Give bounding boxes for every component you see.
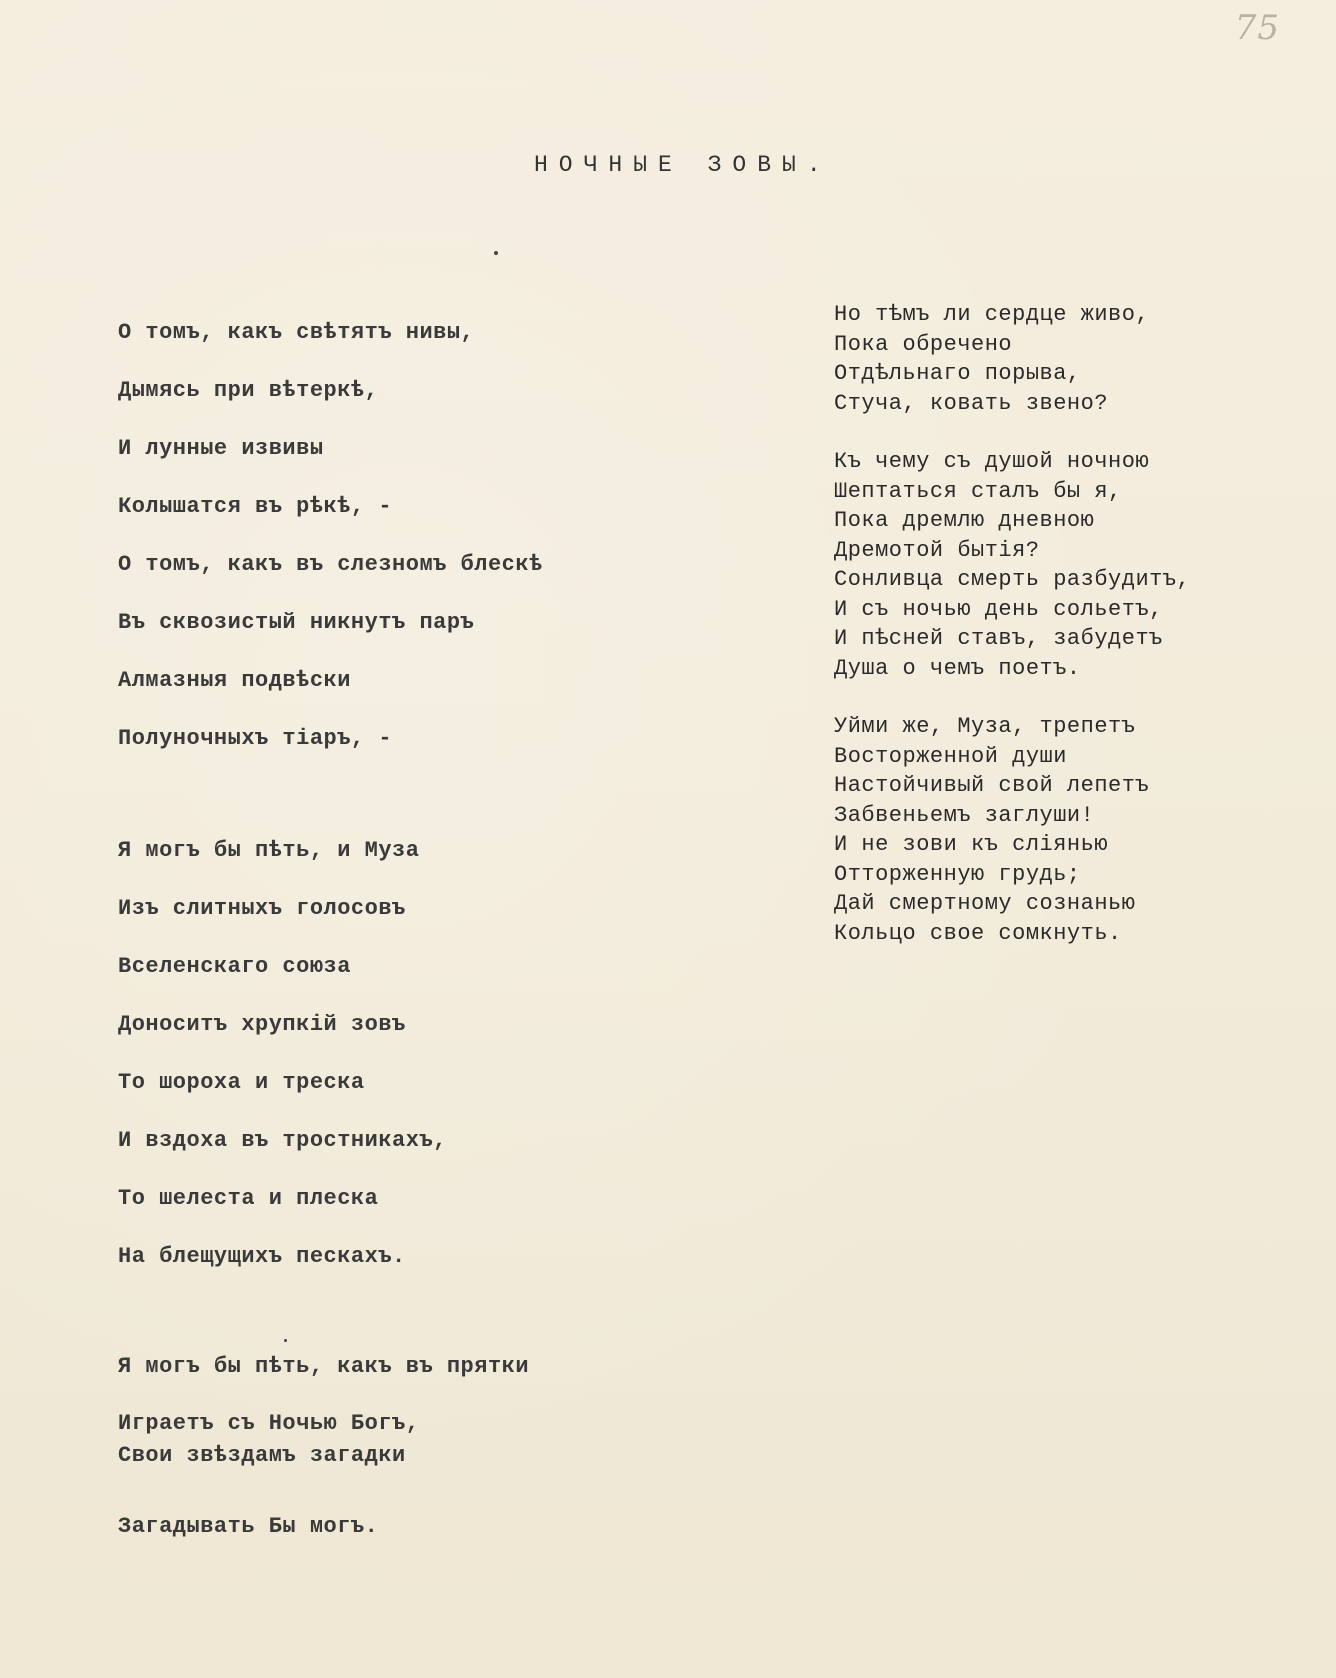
verse-line: Доноситъ хрупкій зовъ xyxy=(118,1012,406,1037)
verse-line: Пока обречено xyxy=(834,331,1013,357)
verse-line: Пока дремлю дневною xyxy=(834,508,1095,533)
verse-line: И лунные извивы xyxy=(118,436,324,461)
left-stanza-2 xyxy=(118,822,638,1286)
ink-speck xyxy=(494,251,498,255)
left-column xyxy=(118,304,638,1556)
verse-line: Въ сквозистый никнутъ паръ xyxy=(118,610,475,635)
verse-line: Дымясь при вѣтеркѣ, xyxy=(118,378,379,403)
verse-line: Алмазныя подвѣски xyxy=(118,668,351,693)
verse-line: Кольцо свое сомкнуть. xyxy=(834,920,1122,946)
verse-line: Къ чему съ душой ночною xyxy=(834,449,1150,474)
verse-line: Настойчивый свой лепетъ xyxy=(834,773,1150,798)
verse-line: Восторженной души xyxy=(834,743,1067,769)
verse-line: Я могъ бы пѣть, какъ въ прятки xyxy=(118,1354,530,1379)
right-stanza-3 xyxy=(834,712,1294,948)
verse-line: Отторженную грудь; xyxy=(834,861,1081,887)
left-stanza-1 xyxy=(118,304,638,768)
verse-line: Дремотой бытія? xyxy=(834,537,1040,563)
verse-line: Загадывать Бы могъ. xyxy=(118,1514,379,1539)
verse-line: И вздоха въ тростникахъ, xyxy=(118,1128,447,1153)
verse-line: Колышатся въ рѣкѣ, - xyxy=(118,494,393,519)
poem-title: НОЧНЫЕ ЗОВЫ. xyxy=(534,152,832,178)
verse-line: Вселенскаго союза xyxy=(118,954,351,979)
left-stanza-3 xyxy=(118,1338,638,1556)
verse-line: Шептаться сталъ бы я, xyxy=(834,478,1122,504)
verse-line: О томъ, какъ свѣтятъ нивы, xyxy=(118,320,475,345)
verse-line: Забвеньемъ заглуши! xyxy=(834,802,1095,828)
verse-line: И не зови къ слiянью xyxy=(834,832,1109,857)
verse-line: Играетъ съ Ночью Богъ, xyxy=(118,1411,420,1436)
verse-line: Я могъ бы пѣть, и Муза xyxy=(118,838,420,863)
verse-line: Изъ слитныхъ голосовъ xyxy=(118,896,406,921)
verse-line: И съ ночью день сольетъ, xyxy=(834,596,1163,622)
verse-line: И пѣсней ставъ, забудетъ xyxy=(834,626,1163,651)
verse-line: О томъ, какъ въ слезномъ блескѣ xyxy=(118,552,543,577)
verse-line: То шелеста и плеска xyxy=(118,1186,379,1211)
page-number: 75 xyxy=(1234,8,1280,48)
verse-line: Сонливца смерть разбудитъ, xyxy=(834,567,1191,592)
verse-line: Душа о чемъ поетъ. xyxy=(834,655,1081,681)
verse-line: Но тѣмъ ли сердце живо, xyxy=(834,302,1150,327)
verse-line: Полуночныхъ тіаръ, - xyxy=(118,726,393,751)
verse-line: Дай смертному сознанью xyxy=(834,891,1136,916)
verse-line: Уйми же, Муза, трепетъ xyxy=(834,714,1136,739)
verse-line: На блещущихъ пескахъ. xyxy=(118,1244,406,1269)
right-stanza-1 xyxy=(834,300,1294,418)
verse-line: Отдѣльнаго порыва, xyxy=(834,361,1081,386)
verse-line: Свои звѣздамъ загадки xyxy=(118,1443,406,1468)
right-column xyxy=(834,300,1294,948)
verse-line: То шороха и треска xyxy=(118,1070,365,1095)
right-stanza-2 xyxy=(834,447,1294,683)
verse-line: Стуча, ковать звено? xyxy=(834,390,1109,416)
